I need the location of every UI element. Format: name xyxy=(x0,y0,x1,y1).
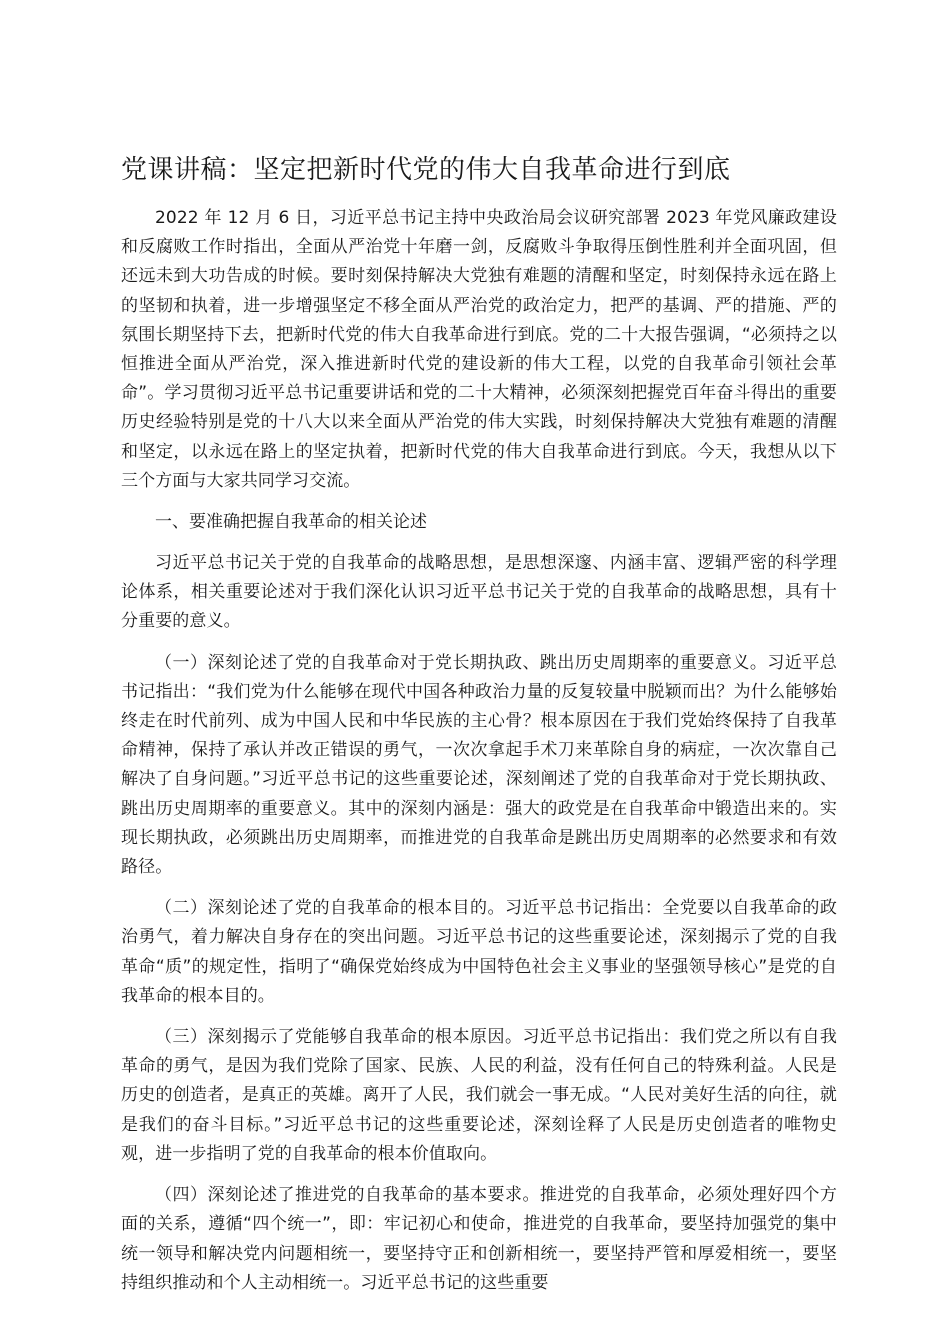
paragraph-intro: 2022 年 12 月 6 日，习近平总书记主持中央政治局会议研究部署 2023 年党风廉政建设和反腐败工作时指出，全面从严治党十年磨一剑，反腐败斗争取得压倒性胜利并全面巩固，但还远未到大功告成的时候。要时刻保持解决大党独有难题的清醒和坚定，时刻保持永远在路上的坚韧和执着，进一步增强坚定不移全面从严治党的政治定力，把严的基调、严的措施、严的氛围长期坚持下去，把新时代党的伟大自我革命进行到底。党的二十大报告强调，“必须持之以恒推进全面从严治党，深入推进新时代党的建设新的伟大工程，以党的自我革命引领社会革命”。学习贯彻习近平总书记重要讲话和党的二十大精神，必须深刻把握党百年奋斗得出的重要历史经验特别是党的十八大以来全面从严治党的伟大实践，时刻保持解决大党独有难题的清醒和坚定，以永远在路上的坚定执着，把新时代党的伟大自我革命进行到底。今天，我想从以下三个方面与大家共同学习交流。 xyxy=(121,208,837,491)
document-body xyxy=(121,150,837,1310)
section-heading-1: 一、要准确把握自我革命的相关论述 xyxy=(155,512,427,533)
paragraph-point-1: （一）深刻论述了党的自我革命对于党长期执政、跳出历史周期率的重要意义。习近平总书记指出：“我们党为什么能够在现代中国各种政治力量的反复较量中脱颖而出？为什么能够始终走在时代前列、成为中国人民和中华民族的主心骨？根本原因在于我们党始终保持了自我革命精神，保持了承认并改正错误的勇气，一次次拿起手术刀来革除自身的病症，一次次靠自己解决了自身问题。”习近平总书记的这些重要论述，深刻阐述了党的自我革命对于党长期执政、跳出历史周期率的重要意义。其中的深刻内涵是：强大的政党是在自我革命中锻造出来的。实现长期执政，必须跳出历史周期率，而推进党的自我革命是跳出历史周期率的必然要求和有效路径。 xyxy=(121,652,837,878)
paragraph-point-2: （二）深刻论述了党的自我革命的根本目的。习近平总书记指出：全党要以自我革命的政治勇气，着力解决自身存在的突出问题。习近平总书记的这些重要论述，深刻揭示了党的自我革命“质”的规定性，指明了“确保党始终成为中国特色社会主义事业的坚强领导核心”是党的自我革命的根本目的。 xyxy=(121,898,837,1006)
paragraph-point-3: （三）深刻揭示了党能够自我革命的根本原因。习近平总书记指出：我们党之所以有自我革命的勇气，是因为我们党除了国家、民族、人民的利益，没有任何自己的特殊利益。人民是历史的创造者，是真正的英雄。离开了人民，我们就会一事无成。“人民对美好生活的向往，就是我们的奋斗目标。”习近平总书记的这些重要论述，深刻诠释了人民是历史创造者的唯物史观，进一步指明了党的自我革命的根本价值取向。 xyxy=(121,1027,837,1164)
paragraph-section-1-intro: 习近平总书记关于党的自我革命的战略思想，是思想深邃、内涵丰富、逻辑严密的科学理论体系，相关重要论述对于我们深化认识习近平总书记关于党的自我革命的战略思想，具有十分重要的意义。 xyxy=(121,553,837,632)
document-title: 党课讲稿：坚定把新时代党的伟大自我革命进行到底 xyxy=(121,155,731,185)
paragraph-point-4: （四）深刻论述了推进党的自我革命的基本要求。推进党的自我革命，必须处理好四个方面的关系，遵循“四个统一”，即：牢记初心和使命，推进党的自我革命，要坚持加强党的集中统一领导和解决党内问题相统一，要坚持守正和创新相统一，要坚持严管和厚爱相统一，要坚持组织推动和个人主动相统一。习近平总书记的这些重要 xyxy=(121,1185,837,1293)
